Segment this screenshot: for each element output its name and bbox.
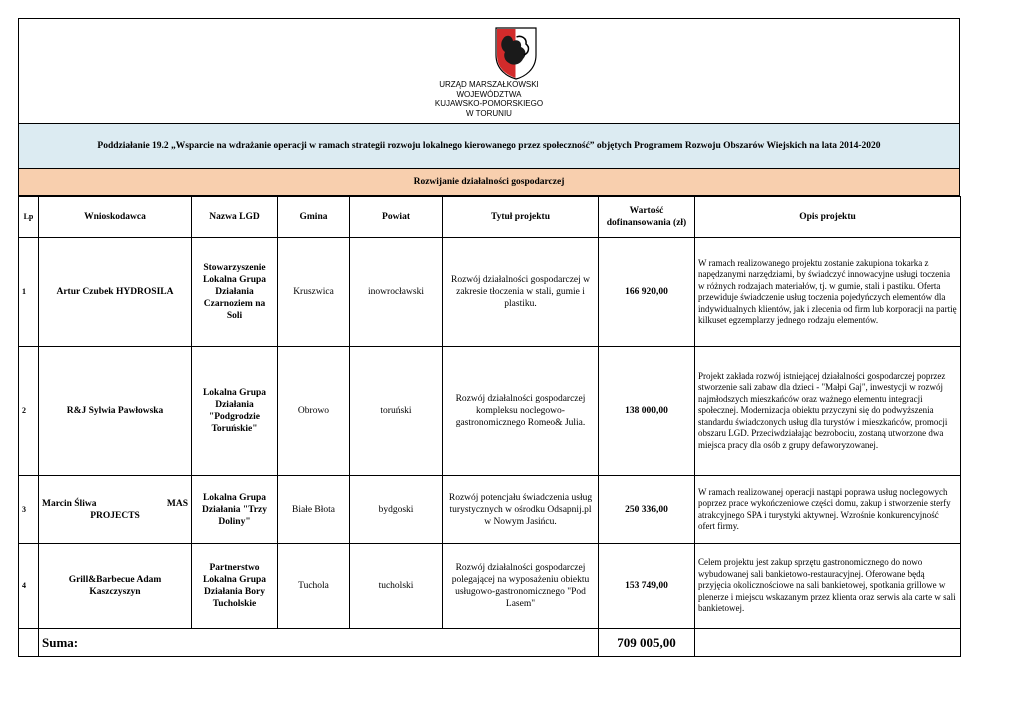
row-lgd: Stowarzyszenie Lokalna Grupa Działania Czarnoziem na Soli <box>192 238 278 347</box>
office-name <box>19 80 959 118</box>
summary-empty <box>19 629 39 657</box>
document-sheet <box>18 18 960 657</box>
row-powiat: tucholski <box>350 544 443 629</box>
row-applicant <box>39 476 192 544</box>
row-title: Rozwój działalności gospodarczej polegającej na wyposażeniu obiektu usługowo-gastronomicznego "Pod Lasem" <box>443 544 599 629</box>
row-powiat: toruński <box>350 347 443 476</box>
summary-total: 709 005,00 <box>599 629 695 657</box>
col-lgd: Nazwa LGD <box>192 197 278 238</box>
table-row <box>19 476 961 544</box>
office-line-4: W TORUNIU <box>466 108 512 118</box>
col-applicant: Wnioskodawca <box>39 197 192 238</box>
row-lp: 1 <box>19 238 39 347</box>
applicant-company-line2: PROJECTS <box>90 510 140 521</box>
row-title: Rozwój działalności gospodarczej w zakresie tłoczenia w stali, gumie i plastiku. <box>443 238 599 347</box>
section-title: Rozwijanie działalności gospodarczej <box>18 169 960 196</box>
row-title: Rozwój działalności gospodarczej kompleksu noclegowo-gastronomicznego Romeo& Julia. <box>443 347 599 476</box>
col-powiat: Powiat <box>350 197 443 238</box>
row-gmina: Białe Błota <box>278 476 350 544</box>
table-row <box>19 238 961 347</box>
row-description: Celem projektu jest zakup sprzętu gastronomicznego do nowo wybudowanej sali bankietowo-restauracyjnej. Oferowane będą przyjęcia okolicznościowe na sali bankietowej, spotkania grillowe w plenerze i miejscu wskazanym przez klienta oraz serwis ala carte w sali bankietowej. <box>695 544 961 629</box>
applicant-name: Marcin Śliwa <box>42 498 97 509</box>
row-title: Rozwój potencjału świadczenia usług turystycznych w ośrodku Odsapnij.pl w Nowym Jasińcu. <box>443 476 599 544</box>
col-amount: Wartość dofinansowania (zł) <box>599 197 695 238</box>
col-description: Opis projektu <box>695 197 961 238</box>
row-description: W ramach realizowanej operacji nastąpi poprawa usług noclegowych poprzez prace wykończeniowe części domu, zakup i stworzenie sterfy atrakcyjnego SPA i turystyki aktywnej. Wzrośnie konkurencyjność ofert firmy. <box>695 476 961 544</box>
program-title: Poddziałanie 19.2 „Wsparcie na wdrażanie operacji w ramach strategii rozwoju lokalnego kierowanego przez społeczność” objętych Programem Rozwoju Obszarów Wiejskich na lata 2014-2020 <box>18 123 960 169</box>
office-line-1: URZĄD MARSZAŁKOWSKI <box>439 80 539 89</box>
table-row <box>19 544 961 629</box>
row-applicant: Grill&Barbecue Adam Kaszczyszyn <box>39 544 192 629</box>
applicant-company: MAS <box>166 498 188 509</box>
row-lp: 3 <box>19 476 39 544</box>
row-description: W ramach realizowanego projektu zostanie zakupiona tokarka z napędzanymi narzędziami, by świadczyć innowacyjne usługi toczenia w różnych rodzajach materiałów, tj. w gumie, stali i pastiku. Oferta przewiduje świadczenie usług toczenia pojedyńczych elementów dla indywidualnych klientów, jak i zlecenia od firm lub korporacji na partię kilkuset egzemplarzy jednego rodzaju elementów. <box>695 238 961 347</box>
table-row <box>19 347 961 476</box>
col-title: Tytuł projektu <box>443 197 599 238</box>
row-lp: 2 <box>19 347 39 476</box>
office-line-3: KUJAWSKO-POMORSKIEGO <box>434 99 544 108</box>
row-gmina: Kruszwica <box>278 238 350 347</box>
row-gmina: Tuchola <box>278 544 350 629</box>
summary-empty-end <box>695 629 961 657</box>
row-amount: 166 920,00 <box>599 238 695 347</box>
table-header-row <box>19 197 961 238</box>
row-amount: 153 749,00 <box>599 544 695 629</box>
row-gmina: Obrowo <box>278 347 350 476</box>
row-lgd: Lokalna Grupa Działania "Podgrodzie Toruńskie" <box>192 347 278 476</box>
col-gmina: Gmina <box>278 197 350 238</box>
projects-table <box>18 196 961 657</box>
row-powiat: bydgoski <box>350 476 443 544</box>
col-lp: Lp <box>19 197 39 238</box>
row-applicant: R&J Sylwia Pawłowska <box>39 347 192 476</box>
summary-row <box>19 629 961 657</box>
row-lgd: Lokalna Grupa Działania "Trzy Doliny" <box>192 476 278 544</box>
row-powiat: inowrocławski <box>350 238 443 347</box>
row-amount: 250 336,00 <box>599 476 695 544</box>
row-applicant: Artur Czubek HYDROSILA <box>39 238 192 347</box>
row-lgd: Partnerstwo Lokalna Grupa Działania Bory Tucholskie <box>192 544 278 629</box>
coat-of-arms-icon <box>493 25 539 81</box>
document-header <box>18 18 960 123</box>
row-description: Projekt zakłada rozwój istniejącej działalności gospodarczej poprzez stworzenie sali zabaw dla dzieci - "Małpi Gaj", inwestycji w rozwój najmłodszych mieszkańców oraz ważnego elementu integracji społecznej. Modernizacja obiektu przyczyni się do podwyższenia standardu świadczonych usług dla turystów i mieszkańców, promocji obszaru LGD. Przeciwdziałając bezrobociu, zostaną utworzone dwa miejsca pracy dla osób z grupy defaworyzowanej. <box>695 347 961 476</box>
row-lp: 4 <box>19 544 39 629</box>
office-line-2: WOJEWÓDZTWA <box>456 89 522 99</box>
row-amount: 138 000,00 <box>599 347 695 476</box>
summary-label: Suma: <box>39 629 599 657</box>
